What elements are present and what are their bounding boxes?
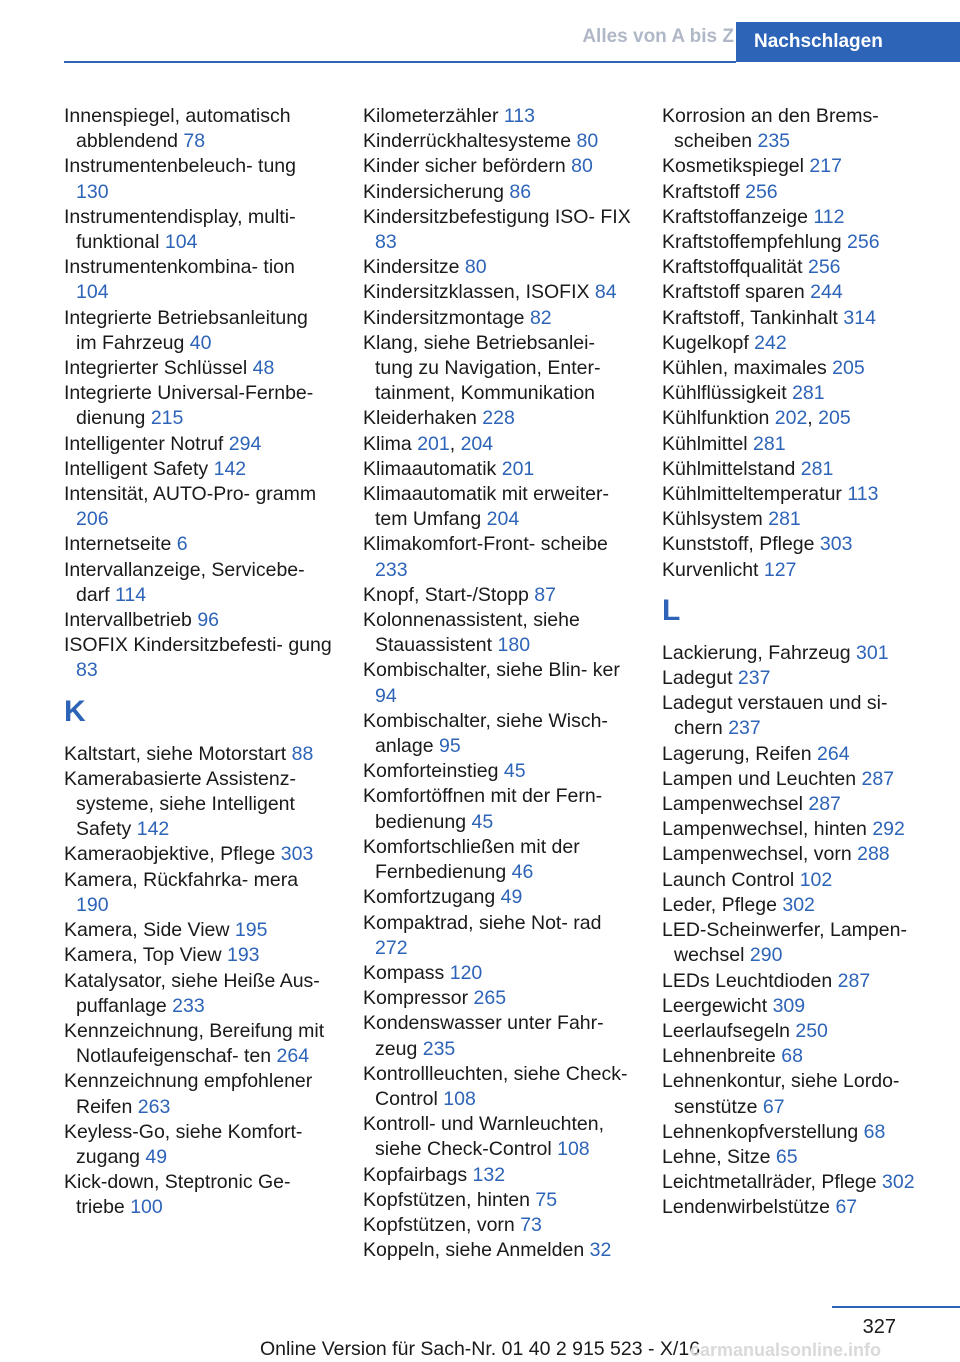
index-entry-term: Instrumentenbeleuch- tung xyxy=(64,155,296,178)
index-entry xyxy=(363,306,631,331)
page-reference-link[interactable]: 83 xyxy=(76,659,98,682)
index-entry xyxy=(662,306,930,331)
index-entry xyxy=(662,691,930,741)
index-entry-term: Kilometerzähler xyxy=(363,105,499,127)
index-entry xyxy=(662,482,930,507)
index-entry-term: Kunststoff, Pflege xyxy=(662,533,815,556)
page-reference-link[interactable]: 281 xyxy=(792,382,825,405)
index-entry xyxy=(363,1163,631,1188)
index-entry xyxy=(662,918,930,968)
index-entry xyxy=(662,205,930,230)
page-reference-link[interactable]: 290 xyxy=(749,944,783,967)
index-entry-term: Kompass xyxy=(363,961,445,984)
page-reference-link[interactable]: 250 xyxy=(795,1019,828,1042)
index-entry-term: Instrumentenkombina- tion xyxy=(64,256,295,279)
page-reference-link[interactable]: 233 xyxy=(172,994,205,1017)
page-reference-link[interactable]: 302 xyxy=(782,893,815,916)
index-entry-term: Kraftstoffanzeige xyxy=(662,205,808,228)
page-reference-link[interactable]: 294 xyxy=(228,432,262,455)
index-entry-term: Komfortschließen mit der Fernbedienung xyxy=(363,835,580,884)
index-entry xyxy=(363,532,631,582)
header-rule xyxy=(64,61,736,63)
index-entry: Klima 201, 204 xyxy=(363,432,494,455)
index-entry xyxy=(662,868,930,893)
index-entry-term: Koppeln, siehe Anmelden xyxy=(363,1239,585,1262)
page-number: 327 xyxy=(862,1316,896,1338)
index-entry-term: Lackierung, Fahrzeug xyxy=(662,641,851,664)
index-entry-term: Lehnenkontur, siehe Lordo- senstütze xyxy=(662,1070,900,1118)
index-entry xyxy=(363,986,631,1011)
page-reference-link[interactable]: 142 xyxy=(136,818,170,841)
page-reference-link[interactable]: 80 xyxy=(464,256,487,279)
page-reference-link[interactable]: 281 xyxy=(800,457,834,480)
index-entry-term: Kühlflüssigkeit xyxy=(662,382,787,405)
page-reference-link[interactable]: 215 xyxy=(150,407,184,430)
index-entry-term: Kopfstützen, vorn xyxy=(363,1213,515,1236)
page-reference-link[interactable]: 113 xyxy=(847,483,879,506)
page-reference-link[interactable]: 264 xyxy=(817,742,850,765)
index-entry xyxy=(363,759,631,784)
index-entry xyxy=(363,406,631,431)
index-entry xyxy=(363,1112,631,1162)
header-section-title: Alles von A bis Z xyxy=(582,26,734,47)
index-entry xyxy=(363,911,631,961)
page-reference-link[interactable]: 288 xyxy=(857,843,890,866)
index-entry xyxy=(662,180,930,205)
page-reference-link[interactable]: 80 xyxy=(576,130,599,153)
index-entry-term: Kontrollleuchten, siehe Check-Control xyxy=(363,1062,628,1110)
page-reference-link[interactable]: 292 xyxy=(872,818,905,841)
index-entry xyxy=(64,356,332,381)
page-reference-link[interactable]: 303 xyxy=(280,843,314,866)
index-entry xyxy=(363,154,631,179)
index-entry-term: Kamera, Top View xyxy=(64,944,222,967)
page-reference-link[interactable]: 265 xyxy=(473,987,507,1010)
index-entry-term: Kolonnenassistent, siehe Stauassistent xyxy=(363,609,580,657)
index-entry-term: Kühlsystem xyxy=(662,508,763,531)
index-entry-term: Instrumentendisplay, multi- funktional xyxy=(64,205,296,254)
page-reference-link[interactable]: 80 xyxy=(571,155,593,178)
index-entry xyxy=(662,1044,930,1069)
index-entry-term: Komforteinstieg xyxy=(363,760,499,783)
index-entry xyxy=(64,1170,332,1220)
index-entry-term: Kennzeichnung empfohlener Reifen xyxy=(64,1070,313,1118)
page-reference-link[interactable]: 201 xyxy=(417,432,450,455)
index-entry-term: Kopfstützen, hinten xyxy=(363,1188,530,1211)
index-entry xyxy=(363,457,631,482)
index-entry xyxy=(363,104,631,129)
page-reference-link[interactable]: 130 xyxy=(76,180,109,203)
index-entry-term: Klima xyxy=(363,432,412,455)
index-entry-term: Komfortzugang xyxy=(363,886,496,909)
index-entry xyxy=(363,1188,631,1213)
index-entry-term: ISOFIX Kindersitzbefesti- gung xyxy=(64,634,332,657)
page-reference-link[interactable]: 237 xyxy=(728,717,761,740)
index-entry-term: Kühlmitteltemperatur xyxy=(662,483,842,506)
index-entry-term: Kinder sicher befördern xyxy=(363,155,566,178)
index-entry xyxy=(662,817,930,842)
page-reference-link[interactable]: 112 xyxy=(813,205,845,228)
index-entry-term: Kindersitzklassen, ISOFIX xyxy=(363,281,590,304)
index-entry xyxy=(662,356,930,381)
index-entry-term: Korrosion an den Brems- scheiben xyxy=(662,105,879,153)
index-entry xyxy=(662,331,930,356)
index-column-3 xyxy=(662,104,930,1221)
index-entry xyxy=(64,255,332,305)
index-entry-term: Keyless-Go, siehe Komfort- zugang xyxy=(64,1120,303,1168)
index-entry xyxy=(662,1120,930,1145)
index-entry: Kühlfunktion 202, 205 xyxy=(662,407,851,430)
index-entry xyxy=(64,432,332,457)
index-entry xyxy=(64,154,332,204)
page-reference-link[interactable]: 88 xyxy=(291,742,314,765)
index-entry xyxy=(64,868,332,918)
page-reference-link[interactable]: 301 xyxy=(856,641,889,664)
page-reference-link[interactable]: 94 xyxy=(375,684,397,707)
page-reference-link[interactable]: 73 xyxy=(520,1213,542,1236)
page-reference-link[interactable]: 113 xyxy=(503,105,535,127)
index-entry-term: Kraftstoffempfehlung xyxy=(662,231,842,254)
index-entry-term: Lehne, Sitze xyxy=(662,1145,771,1168)
page-reference-link[interactable]: 314 xyxy=(843,306,876,329)
index-entry-term: Klimaautomatik xyxy=(363,457,497,480)
page-reference-link[interactable]: 233 xyxy=(375,558,408,581)
index-entry-term: Lendenwirbelstütze xyxy=(662,1196,831,1219)
page-reference-link[interactable]: 127 xyxy=(763,558,797,581)
index-entry xyxy=(363,583,631,608)
index-entry-term: Kraftstoff, Tankinhalt xyxy=(662,306,838,329)
page-reference-link[interactable]: 256 xyxy=(745,180,778,203)
index-entry xyxy=(662,558,930,583)
page-reference-link[interactable]: 48 xyxy=(252,357,275,380)
index-entry xyxy=(662,104,930,154)
index-entry xyxy=(363,1213,631,1238)
index-entry xyxy=(662,154,930,179)
page-reference-link[interactable]: 272 xyxy=(375,936,408,959)
index-entry-term: Kühlmittelstand xyxy=(662,457,796,480)
index-entry xyxy=(662,767,930,792)
index-entry-term: Kindersitzbefestigung ISO- FIX xyxy=(363,205,631,228)
page-reference-link[interactable]: 108 xyxy=(557,1138,590,1161)
index-entry xyxy=(64,1069,332,1119)
page-reference-link[interactable]: 104 xyxy=(164,231,198,254)
page-reference-link[interactable]: 190 xyxy=(76,893,109,916)
index-entry xyxy=(64,532,332,557)
index-entry xyxy=(662,1145,930,1170)
index-entry xyxy=(64,381,332,431)
index-entry-term: Kamera, Rückfahrka- mera xyxy=(64,868,299,891)
page-reference-link[interactable]: 206 xyxy=(76,508,109,531)
index-entry xyxy=(64,558,332,608)
index-entry xyxy=(64,943,332,968)
index-entry xyxy=(662,381,930,406)
page-reference-link[interactable]: 235 xyxy=(757,130,791,153)
index-entry-term: Internetseite xyxy=(64,533,172,556)
index-entry xyxy=(363,658,631,708)
index-entry-term: Intervallanzeige, Servicebe- darf xyxy=(64,558,305,606)
page-reference-link[interactable]: 49 xyxy=(145,1145,168,1168)
page-reference-link[interactable]: 256 xyxy=(847,231,880,254)
index-entry xyxy=(363,331,631,407)
index-entry-term: Kühlfunktion xyxy=(662,407,770,430)
index-entry xyxy=(363,961,631,986)
index-entry xyxy=(662,507,930,532)
index-entry xyxy=(662,432,930,457)
index-entry xyxy=(363,255,631,280)
page-reference-link[interactable]: 263 xyxy=(137,1095,171,1118)
index-entry xyxy=(64,482,332,532)
page-reference-link[interactable]: 205 xyxy=(818,407,851,430)
page-reference-link[interactable]: 32 xyxy=(589,1239,612,1262)
index-entry xyxy=(64,742,332,767)
index-entry-term: Kindersitzmontage xyxy=(363,306,525,329)
index-entry xyxy=(363,709,631,759)
page-reference-link[interactable]: 180 xyxy=(497,634,531,657)
page-reference-link[interactable]: 235 xyxy=(422,1037,456,1060)
index-entry-term: Lampenwechsel xyxy=(662,793,803,816)
page-reference-link[interactable]: 287 xyxy=(808,793,841,816)
index-entry xyxy=(363,482,631,532)
index-entry-term: Kameraobjektive, Pflege xyxy=(64,843,276,866)
index-entry xyxy=(662,230,930,255)
page-reference-link[interactable]: 68 xyxy=(863,1120,886,1143)
index-entry-term: Integrierte Betriebsanleitung im Fahrzeug xyxy=(64,306,308,354)
index-entry-term: Leder, Pflege xyxy=(662,893,777,916)
page-reference-link[interactable]: 132 xyxy=(472,1163,506,1186)
index-entry xyxy=(363,1011,631,1061)
index-entry-term: Ladegut verstauen und si- chern xyxy=(662,692,888,740)
index-entry xyxy=(662,1069,930,1119)
index-entry-term: Kindersicherung xyxy=(363,180,504,203)
index-entry xyxy=(662,641,930,666)
index-entry-term: Kindersitze xyxy=(363,256,460,279)
index-letter-heading: K xyxy=(64,694,86,728)
index-entry-term: Kühlen, maximales xyxy=(662,357,827,380)
index-entry-term: Lampenwechsel, vorn xyxy=(662,843,852,866)
header-chapter-tab: Nachschlagen xyxy=(736,22,960,62)
index-entry xyxy=(64,306,332,356)
page-reference-link[interactable]: 100 xyxy=(130,1196,163,1219)
index-entry-term: Lehnenbreite xyxy=(662,1045,776,1068)
page-reference-link[interactable]: 302 xyxy=(882,1171,915,1194)
index-entry xyxy=(64,1019,332,1069)
index-entry xyxy=(363,280,631,305)
index-entry-term: Lampen und Leuchten xyxy=(662,767,857,790)
page-reference-link[interactable]: 40 xyxy=(189,331,212,354)
page-reference-link[interactable]: 108 xyxy=(443,1087,476,1110)
index-entry-term: Katalysator, siehe Heiße Aus- puffanlage xyxy=(64,969,320,1017)
index-entry-term: Integrierter Schlüssel xyxy=(64,357,248,380)
index-entry-term: Intelligent Safety xyxy=(64,457,209,480)
index-entry-term: LEDs Leuchtdioden xyxy=(662,969,833,992)
index-entry-term: Kühlmittel xyxy=(662,432,748,455)
page-reference-link[interactable]: 237 xyxy=(737,667,771,690)
page-reference-link[interactable]: 67 xyxy=(762,1095,785,1118)
index-entry-term: Kennzeichnung, Bereifung mit Notlaufeigenschaf- ten xyxy=(64,1019,325,1068)
index-entry xyxy=(662,255,930,280)
page-reference-link[interactable]: 204 xyxy=(460,432,494,455)
index-entry xyxy=(662,666,930,691)
page-reference-link[interactable]: 96 xyxy=(197,609,220,632)
page-reference-link[interactable]: 45 xyxy=(471,810,494,833)
index-entry xyxy=(662,893,930,918)
page-reference-link[interactable]: 193 xyxy=(226,944,260,967)
page-reference-link[interactable]: 95 xyxy=(438,735,461,758)
page-reference-link[interactable]: 287 xyxy=(861,767,895,790)
page-reference-link[interactable]: 78 xyxy=(183,130,206,153)
index-entry-term: Intelligenter Notruf xyxy=(64,432,224,455)
index-entry xyxy=(64,633,332,683)
index-entry xyxy=(64,842,332,867)
page-reference-link[interactable]: 264 xyxy=(276,1045,310,1068)
page-reference-link[interactable]: 68 xyxy=(781,1045,803,1068)
index-entry xyxy=(363,608,631,658)
footer-rule xyxy=(832,1306,960,1308)
page-reference-link[interactable]: 281 xyxy=(753,432,786,455)
index-entry-term: Ladegut xyxy=(662,667,733,690)
page-reference-link[interactable]: 205 xyxy=(832,357,865,380)
index-entry-term: Kinderrückhaltesysteme xyxy=(363,130,572,153)
index-entry-term: Klimaautomatik mit erweiter- tem Umfang xyxy=(363,483,609,531)
index-entry xyxy=(363,835,631,885)
page-reference-link[interactable]: 87 xyxy=(534,583,556,606)
page-reference-link[interactable]: 82 xyxy=(529,306,552,329)
page-reference-link[interactable]: 244 xyxy=(810,281,843,304)
index-entry xyxy=(363,885,631,910)
page-reference-link[interactable]: 256 xyxy=(807,256,841,279)
index-entry-term: Kontroll- und Warnleuchten, siehe Check-Control xyxy=(363,1113,604,1161)
page-reference-link[interactable]: 242 xyxy=(754,331,787,354)
page-reference-link[interactable]: 120 xyxy=(449,961,483,984)
index-entry-term: Kick-down, Steptronic Ge- triebe xyxy=(64,1171,291,1219)
index-entry-term: Kraftstoffqualität xyxy=(662,256,803,279)
page-reference-link[interactable]: 281 xyxy=(768,508,801,531)
index-entry xyxy=(662,1195,930,1220)
index-entry-term: Innenspiegel, automatisch abblendend xyxy=(64,105,291,153)
page-reference-link[interactable]: 46 xyxy=(511,861,534,884)
page-reference-link[interactable]: 217 xyxy=(809,155,842,178)
page-reference-link[interactable]: 49 xyxy=(500,886,523,909)
page-reference-link[interactable]: 303 xyxy=(819,533,853,556)
page-reference-link[interactable]: 102 xyxy=(799,868,833,891)
index-entry xyxy=(363,180,631,205)
page-reference-link[interactable]: 201 xyxy=(501,457,535,480)
page-reference-link[interactable]: 195 xyxy=(234,919,268,942)
page-reference-link[interactable]: 202 xyxy=(774,407,808,430)
index-entry-term: Kondenswasser unter Fahr- zeug xyxy=(363,1012,604,1060)
index-entry xyxy=(662,792,930,817)
watermark: carmanualsonline.info xyxy=(690,1340,882,1360)
index-entry-term: Kurvenlicht xyxy=(662,558,759,581)
index-entry-term: Kombischalter, siehe Wisch- anlage xyxy=(363,709,608,758)
page-reference-link[interactable]: 142 xyxy=(213,457,247,480)
index-entry-term: Leerlaufsegeln xyxy=(662,1019,790,1042)
index-column-2 xyxy=(363,104,631,1263)
page-reference-link[interactable]: 287 xyxy=(837,969,871,992)
index-entry-term: LED-Scheinwerfer, Lampen- wechsel xyxy=(662,919,907,967)
index-entry xyxy=(363,129,631,154)
page-reference-link[interactable]: 84 xyxy=(594,281,617,304)
index-entry xyxy=(64,1120,332,1170)
index-entry-term: Komfortöffnen mit der Fern- bedienung xyxy=(363,785,603,833)
index-entry xyxy=(662,457,930,482)
index-entry-term: Kamera, Side View xyxy=(64,919,230,942)
index-entry xyxy=(363,1238,631,1263)
page-reference-link[interactable]: 86 xyxy=(509,180,532,203)
index-entry-term: Kaltstart, siehe Motorstart xyxy=(64,742,287,765)
index-entry-term: Leergewicht xyxy=(662,994,768,1017)
page-reference-link[interactable]: 309 xyxy=(772,994,806,1017)
index-entry xyxy=(64,767,332,843)
index-entry-term: Kugelkopf xyxy=(662,331,749,354)
index-entry-term: Kamerabasierte Assistenz- systeme, siehe Intelligent Safety xyxy=(64,767,296,841)
index-entry xyxy=(662,994,930,1019)
index-entry xyxy=(662,1170,930,1195)
index-entry xyxy=(64,969,332,1019)
index-entry-term: Leichtmetallräder, Pflege xyxy=(662,1171,877,1194)
index-entry xyxy=(363,1062,631,1112)
index-letter-heading: L xyxy=(662,593,681,627)
index-entry-term: Integrierte Universal-Fernbe- dienung xyxy=(64,382,314,430)
index-entry-term: Kleiderhaken xyxy=(363,407,477,430)
index-entry xyxy=(64,918,332,943)
page-reference-link[interactable]: 104 xyxy=(76,281,109,304)
page-header xyxy=(0,0,960,62)
index-entry-term: Launch Control xyxy=(662,868,795,891)
index-entry xyxy=(662,742,930,767)
index-entry-term: Kopfairbags xyxy=(363,1163,468,1186)
index-entry xyxy=(64,104,332,154)
index-entry xyxy=(662,532,930,557)
index-entry xyxy=(64,457,332,482)
index-entry-term: Kosmetikspiegel xyxy=(662,155,804,178)
index-entry-term: Intensität, AUTO-Pro- gramm xyxy=(64,483,317,506)
page-reference-link[interactable]: 6 xyxy=(176,533,188,556)
index-entry-term: Lagerung, Reifen xyxy=(662,742,812,765)
page-reference-link[interactable]: 45 xyxy=(503,760,526,783)
page-reference-link[interactable]: 65 xyxy=(775,1145,798,1168)
index-column-1 xyxy=(64,104,332,1221)
index-entry xyxy=(662,842,930,867)
index-entry xyxy=(363,784,631,834)
page-reference-link[interactable]: 83 xyxy=(375,231,397,254)
index-entry xyxy=(64,205,332,255)
page-reference-link[interactable]: 75 xyxy=(535,1188,558,1211)
index-entry xyxy=(662,969,930,994)
page-reference-link[interactable]: 204 xyxy=(486,508,520,531)
index-entry-term: Klimakomfort-Front- scheibe xyxy=(363,533,608,556)
index-entry-term: Kraftstoff xyxy=(662,180,740,203)
index-entry-term: Knopf, Start-/Stopp xyxy=(363,583,529,606)
index-entry-term: Kombischalter, siehe Blin- ker xyxy=(363,659,620,682)
index-entry-term: Kraftstoff sparen xyxy=(662,281,805,304)
index-entry xyxy=(662,1019,930,1044)
index-entry xyxy=(64,608,332,633)
index-entry-term: Lehnenkopfverstellung xyxy=(662,1120,859,1143)
page-reference-link[interactable]: 228 xyxy=(482,407,515,430)
index-entry xyxy=(662,280,930,305)
index-entry xyxy=(363,205,631,255)
page-reference-link[interactable]: 67 xyxy=(835,1196,858,1219)
index-entry-term: Lampenwechsel, hinten xyxy=(662,818,867,841)
index-entry-term: Klang, siehe Betriebsanlei- tung zu Navigation, Enter- tainment, Kommunikation xyxy=(363,331,601,405)
index-entry-term: Intervallbetrieb xyxy=(64,609,192,632)
index-entry-term: Kompaktrad, siehe Not- rad xyxy=(363,911,602,934)
footer-version-text: Online Version für Sach-Nr. 01 40 2 915 523 - X/16 xyxy=(259,1338,701,1360)
index-entry-term: Kompressor xyxy=(363,987,469,1010)
page-reference-link[interactable]: 114 xyxy=(115,583,147,606)
